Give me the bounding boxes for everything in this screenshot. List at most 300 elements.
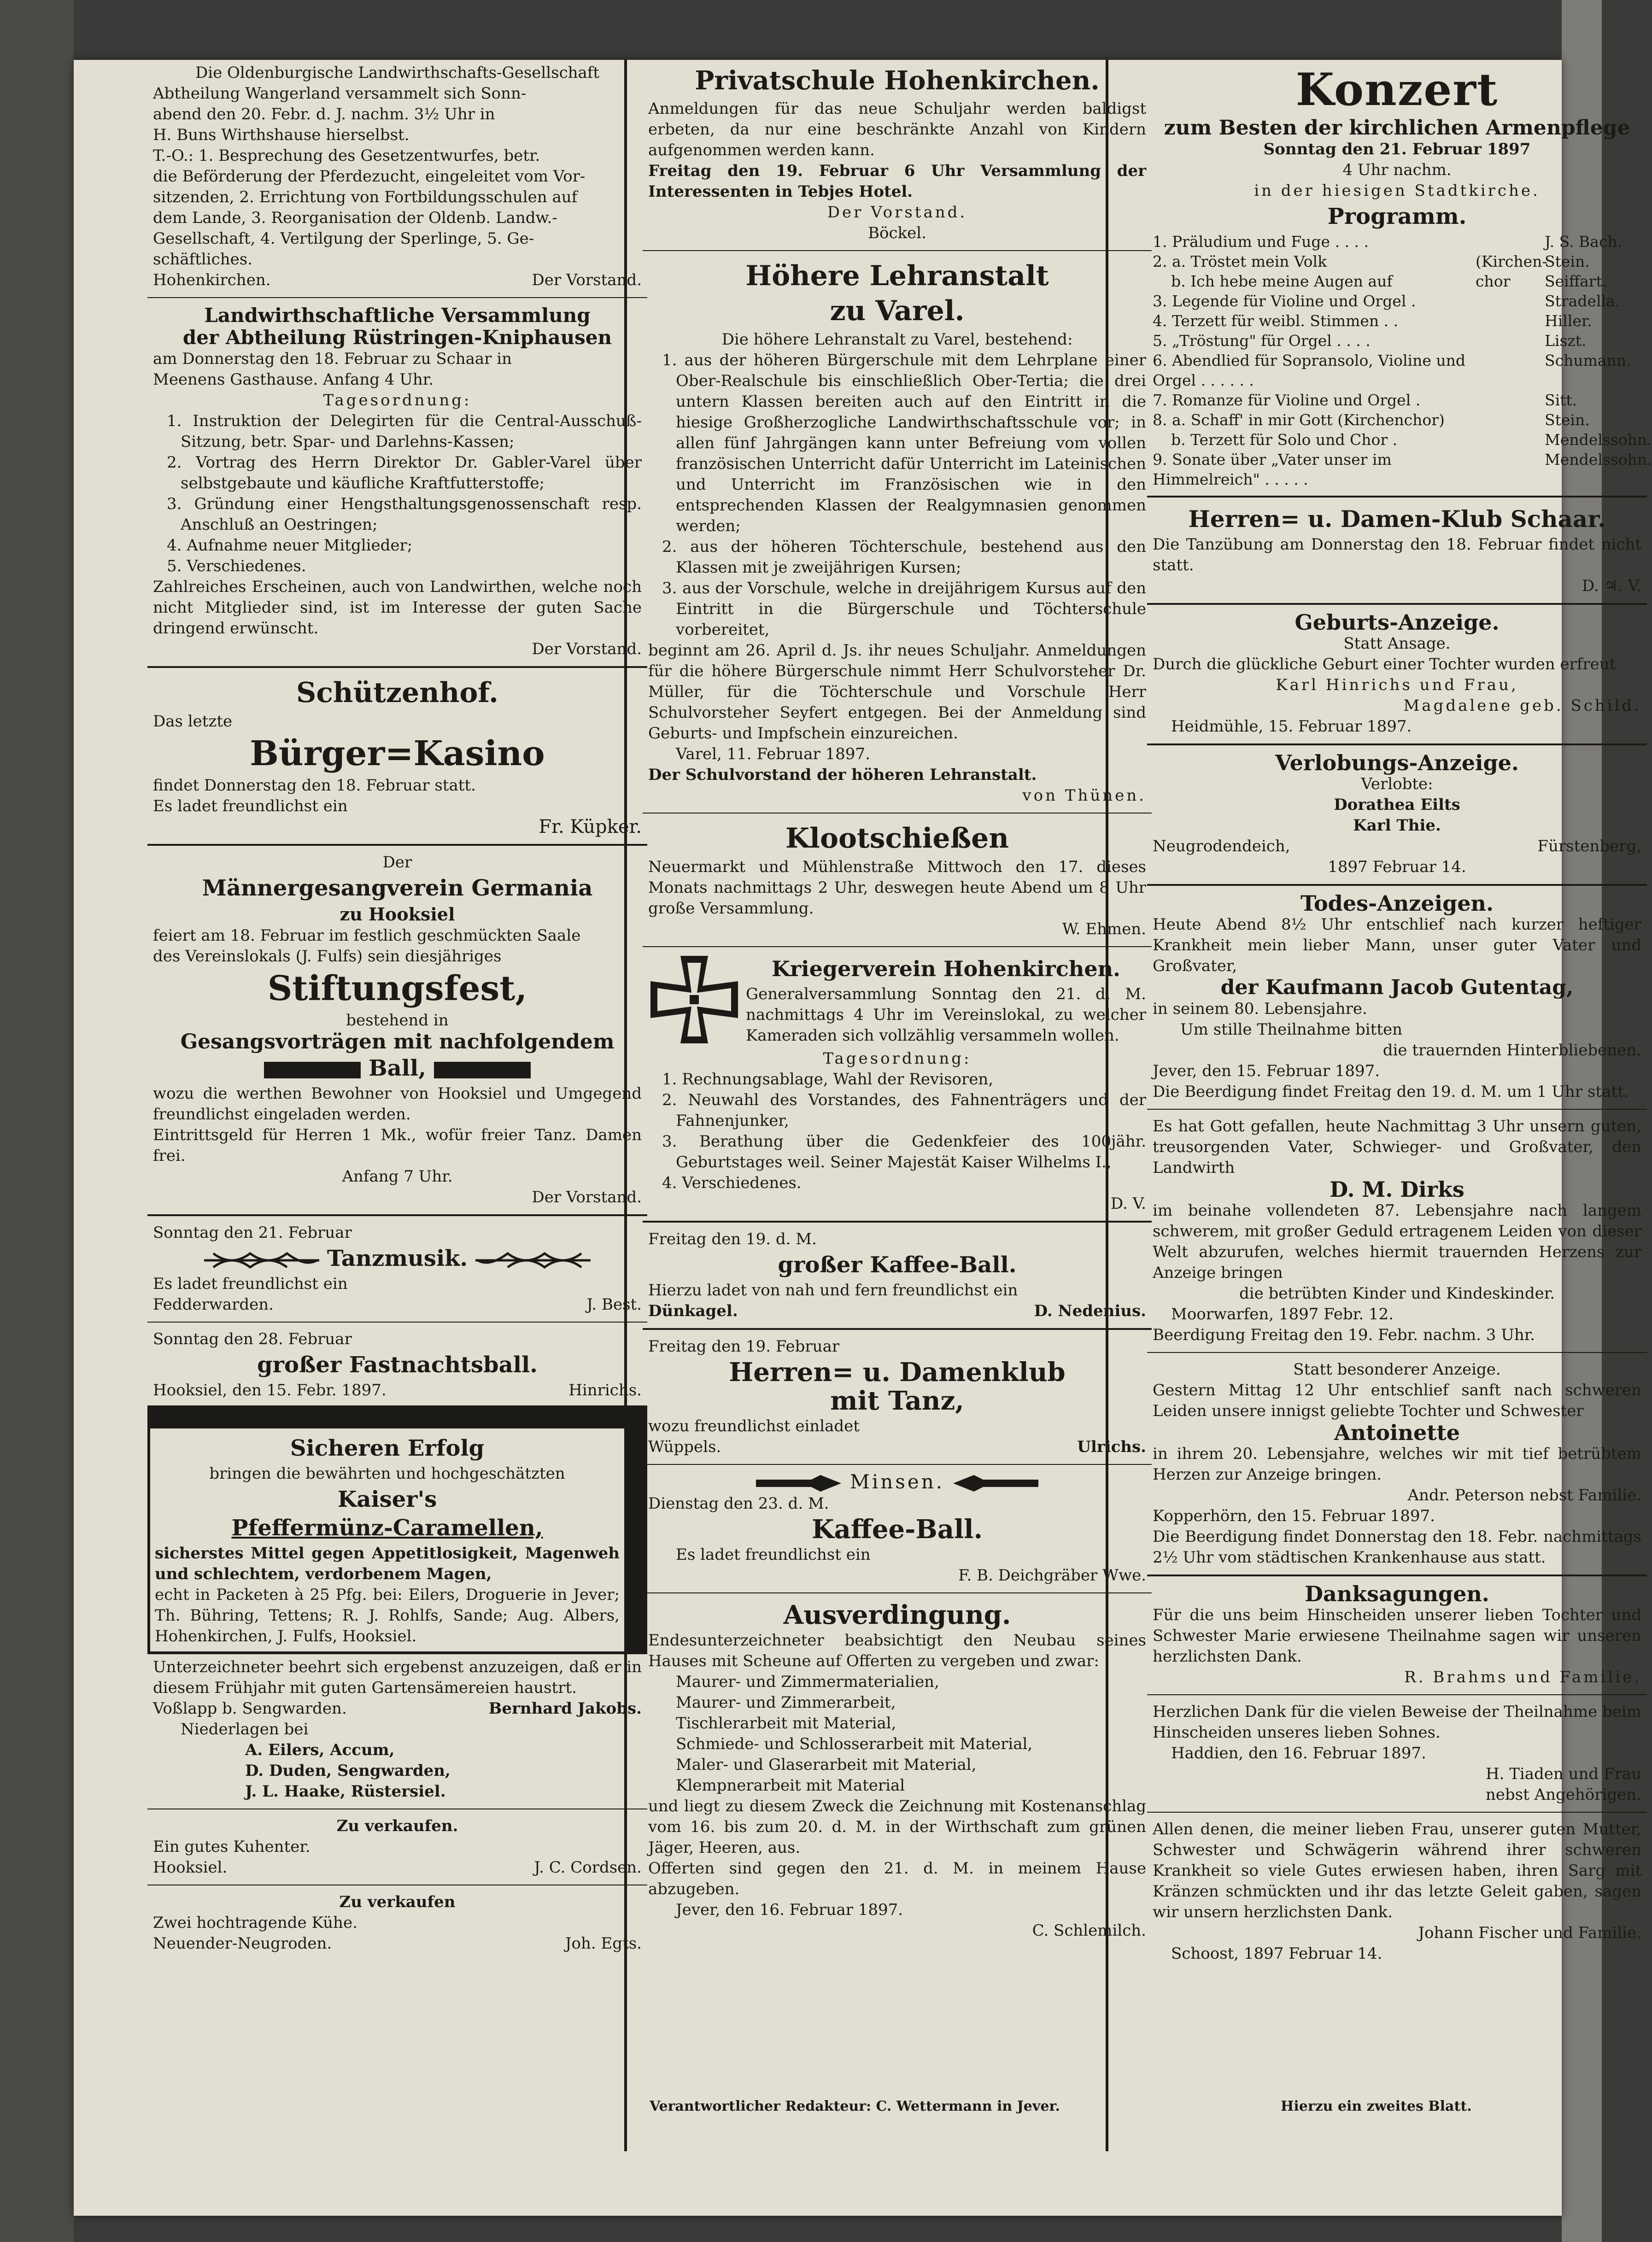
signature: Ulrichs.: [1077, 1438, 1146, 1456]
ad-heading: Kaiser's: [337, 1487, 437, 1512]
place: Varel, 11. Februar 1897.: [676, 745, 870, 763]
program-piece: 4. Terzett für weibl. Stimmen . .: [1153, 312, 1399, 330]
agenda-item: 4. Verschiedenes.: [662, 1174, 802, 1192]
separator: [643, 1464, 1152, 1465]
newspaper-page: [74, 60, 1652, 2216]
ad-todes-anzeige-gutentag: [1147, 890, 1647, 1105]
ad-tanzmusik: [147, 1220, 647, 1318]
place: Neugrodendeich,: [1153, 837, 1290, 855]
program-composer: Seiffart.: [1545, 272, 1607, 290]
text-line: die betrübten Kinder und Kindeskinder.: [1239, 1284, 1555, 1303]
program-item: [1153, 232, 1641, 252]
program-list: [1153, 232, 1652, 489]
text-line: H. Buns Wirthshause hierselbst.: [153, 126, 410, 144]
ad-herren-damenklub-tanz: [643, 1334, 1152, 1460]
ad-kaisers-caramellen: [147, 1405, 647, 1654]
date: 1897 Februar 14.: [1328, 858, 1466, 876]
separator: [147, 844, 647, 846]
program-composer: Hiller.: [1545, 312, 1592, 330]
ad-heading: Zu verkaufen: [339, 1893, 456, 1911]
signature: Böckel.: [868, 224, 926, 242]
program-piece: 8. a. Schaff' in mir Gott (Kirchenchor): [1153, 411, 1445, 429]
program-note: chor: [1476, 272, 1511, 290]
program-item: [1153, 450, 1652, 489]
ad-heading: großer Kaffee-Ball.: [778, 1252, 1017, 1278]
program-note: [1476, 291, 1545, 311]
text-line: in der hiesigen Stadtkirche.: [1254, 181, 1540, 200]
text-line: Freitag den 19. Februar: [648, 1337, 840, 1356]
text-line: T.-O.: 1. Besprechung des Gesetzentwurfes, betr.: [153, 146, 540, 165]
ad-subheading: Gesangsvorträgen mit nachfolgendem: [180, 1030, 615, 1054]
ad-kriegerverein: [643, 951, 1152, 1217]
scan-background-left: [0, 0, 74, 2242]
program-item: [1153, 311, 1641, 331]
text-paragraph: Die Beerdigung findet Freitag den 19. d. M. um 1 Uhr statt.: [1153, 1083, 1629, 1101]
ad-heading: Tanzmusik.: [327, 1246, 468, 1271]
program-composer: Stein.: [1545, 411, 1590, 429]
list-item: Maler- und Glaserarbeit mit Material,: [676, 1756, 977, 1774]
signature: C. Schlemilch.: [1032, 1921, 1146, 1940]
text-paragraph: Freitag den 19. Februar 6 Uhr Versammlung der Interessenten in Tebjes Hotel.: [648, 162, 1146, 201]
ad-geburts-anzeige: [1147, 609, 1647, 740]
program-piece: 7. Romanze für Violine und Orgel .: [1153, 391, 1421, 409]
program-note: [1476, 390, 1545, 410]
text-line: Es ladet freundlichst ein: [676, 1545, 871, 1564]
ad-landwirthschafts-gesellschaft: [147, 60, 647, 293]
text-line: Die Oldenburgische Landwirthschafts-Gesellschaft: [195, 64, 600, 82]
separator: [1147, 1575, 1647, 1576]
ad-heading: Kaffee-Ball.: [811, 1514, 983, 1545]
signature: R. Brahms und Familie.: [1404, 1668, 1641, 1686]
iron-cross-icon: [648, 954, 740, 1046]
separator: [643, 250, 1152, 251]
signature-row: [153, 1933, 642, 1954]
program-note: [1476, 450, 1545, 489]
column-left: [147, 60, 647, 2147]
ad-heading: Zu verkaufen.: [336, 1817, 458, 1835]
program-composer: Sitt.: [1545, 391, 1577, 409]
text-line: Sonntag den 21. Februar: [153, 1223, 352, 1242]
place: Fedderwarden.: [153, 1295, 274, 1314]
text-paragraph: Durch die glückliche Geburt einer Tochter wurden erfreut: [1153, 655, 1616, 673]
signature: Der Vorstand.: [532, 271, 642, 289]
text-line: Der: [382, 853, 412, 872]
list-item: 1. aus der höheren Bürgerschule mit dem Lehrplane einer Ober-Realschule bis einschließlich Ober-Tertia; die drei untern Klassen bereiten auch auf den Eintritt in die hiesige Großherzogliche Landwirthschaftsschule vor; in allen fünf Jahrgängen kann unter Befreiung vom vollen französischen Unterricht dafür Unterricht im Lateinischen und Unterricht im Französischen wie in den entsprechenden Klassen der Realgymnasien genommen werden;: [662, 351, 1146, 535]
text-paragraph: Für die uns beim Hinscheiden unserer lieben Tochter und Schwester Marie erwiesene Theilnahme sagen wir unseren herzlichsten Dank.: [1153, 1606, 1641, 1666]
ad-germania-stiftungsfest: [147, 849, 647, 1211]
signature: W. Ehmen.: [1062, 920, 1146, 938]
text-paragraph: Eintrittsgeld für Herren 1 Mk., wofür freier Tanz. Damen frei.: [153, 1126, 642, 1165]
list-item: Maurer- und Zimmerarbeit,: [676, 1693, 896, 1712]
signature: D. V.: [1110, 1194, 1146, 1213]
program-piece: b. Terzett für Solo und Chor .: [1171, 431, 1398, 449]
separator: [147, 297, 647, 298]
text-line: Karl Hinrichs und Frau,: [1276, 676, 1518, 694]
text-line: Es ladet freundlichst ein: [153, 797, 348, 815]
program-note: (Kirchen-: [1476, 252, 1547, 270]
decorative-bar: [264, 1062, 361, 1078]
separator: [643, 946, 1152, 947]
ad-heading: Minsen.: [849, 1470, 945, 1493]
agenda-item: 1. Instruktion der Delegirten für die Central-Ausschuß-Sitzung, betr. Spar- und Darlehns-Kassen;: [167, 412, 642, 451]
text-line: die Beförderung der Pferdezucht, eingeleitet vom Vor-: [153, 167, 586, 186]
text-line: die trauernden Hinterbliebenen.: [1383, 1041, 1641, 1060]
separator: [1147, 603, 1647, 605]
text-line: Sonntag den 28. Februar: [153, 1330, 352, 1348]
program-piece: b. Ich hebe meine Augen auf: [1171, 272, 1393, 290]
ad-klootschiessen: [643, 817, 1152, 942]
ad-klub-schaar: [1147, 501, 1647, 599]
ad-heading: Schützenhof.: [296, 677, 498, 709]
program-note: [1476, 232, 1545, 252]
signature: D. Nedenius.: [1034, 1302, 1146, 1320]
program-composer: Liszt.: [1545, 332, 1587, 350]
signature-row: [153, 1857, 642, 1878]
text-line: wozu freundlichst einladet: [648, 1417, 860, 1435]
program-item: [1153, 271, 1641, 291]
place: Moorwarfen, 1897 Febr. 12.: [1171, 1305, 1394, 1323]
separator: [1147, 496, 1647, 498]
ad-heading: Herren= u. Damenklub: [729, 1357, 1066, 1387]
editor-line: Verantwortlicher Redakteur: C. Wettermann in Jever.: [650, 2098, 1060, 2114]
ad-danksagung-fischer: [1147, 1816, 1647, 1967]
separator: [643, 1592, 1152, 1593]
place: Jever, den 16. Februar 1897.: [676, 1901, 903, 1919]
text-paragraph: Anmeldungen für das neue Schuljahr werden baldigst erbeten, da nur eine beschränkte Anzahl von Kindern aufgenommen werden kann.: [648, 100, 1146, 159]
text-paragraph: Die Tanzübung am Donnerstag den 18. Februar findet nicht statt.: [1153, 535, 1641, 574]
signature: Andr. Peterson nebst Familie.: [1407, 1486, 1641, 1504]
signature: D. ♃. V.: [1582, 577, 1641, 595]
text-line: J. L. Haake, Rüstersiel.: [245, 1782, 446, 1801]
agenda-item: 4. Aufnahme neuer Mitglieder;: [167, 536, 413, 555]
text-paragraph: Die Beerdigung findet Donnerstag den 18. Febr. nachmittags 2½ Uhr vom städtischen Krankenhause aus statt.: [1153, 1528, 1641, 1567]
list-item: Schmiede- und Schlosserarbeit mit Material,: [676, 1735, 1033, 1753]
signature: nebst Angehörigen.: [1485, 1785, 1641, 1804]
ad-heading: Todes-Anzeigen.: [1301, 891, 1494, 916]
text-line: Dorathea Eilts: [1334, 796, 1460, 814]
place: Haddien, den 16. Februar 1897.: [1171, 1744, 1426, 1762]
separator: [643, 813, 1152, 814]
ad-danksagung-brahms: [1147, 1580, 1647, 1691]
text-paragraph: Heute Abend 8½ Uhr entschlief nach kurzer heftiger Krankheit mein lieber Mann, unser guter Vater und Großvater,: [1153, 915, 1641, 975]
ornament-icon: [204, 1249, 319, 1272]
program-item: [1153, 410, 1641, 430]
program-composer: Mendelssohn.: [1545, 451, 1652, 468]
text-line: Gesellschaft, 4. Vertilgung der Sperlinge, 5. Ge-: [153, 229, 534, 248]
signature-row: [153, 1380, 642, 1401]
program-composer: J. S. Bach.: [1545, 233, 1623, 251]
program-piece: 3. Legende für Violine und Orgel .: [1153, 292, 1416, 310]
program-piece: 9. Sonate über „Vater unser im Himmelreich" . . . . .: [1153, 451, 1392, 488]
separator: [643, 1221, 1152, 1223]
agenda-item: 1. Rechnungsablage, Wahl der Revisoren,: [662, 1070, 994, 1089]
separator: [1147, 1109, 1647, 1110]
text-paragraph: Endesunterzeichneter beabsichtigt den Neubau seines Hauses mit Scheune auf Offerten zu vergeben und zwar:: [648, 1631, 1146, 1670]
program-title: Programm.: [1327, 204, 1467, 229]
ad-heading: Geburts-Anzeige.: [1295, 610, 1500, 635]
signature-row: [153, 1294, 642, 1315]
text-paragraph: Zahlreiches Erscheinen, auch von Landwirthen, welche noch nicht Mitglieder sind, ist im Interesse der guten Sache dringend erwünscht.: [153, 578, 642, 638]
ad-subheading: zu Hooksiel: [340, 904, 455, 925]
ad-heading: mit Tanz,: [830, 1386, 964, 1416]
place: Heidmühle, 15. Februar 1897.: [1171, 717, 1412, 736]
text-line: des Vereinslokals (J. Fulfs) sein diesjähriges: [153, 947, 502, 966]
place: Voßlapp b. Sengwarden.: [153, 1699, 347, 1718]
ad-heading: Herren= u. Damen-Klub Schaar.: [1188, 505, 1606, 533]
separator: [147, 666, 647, 668]
text-line: Das letzte: [153, 712, 233, 731]
text-paragraph: Allen denen, die meiner lieben Frau, unserer guten Mutter, Schwester und Schwägerin während ihrer schweren Krankheit so viele Gutes erwiesen haben, ihren Sarg mit Kränzen schmückten und ihr das letzte Geleit gaben, sagen wir unsern herzlichsten Dank.: [1153, 1820, 1641, 1921]
ad-fastnachtsball: [147, 1326, 647, 1404]
ad-subheading: zum Besten der kirchlichen Armenpflege: [1164, 116, 1630, 140]
signature: Fr. Küpker.: [539, 816, 642, 837]
text-paragraph: Neuermarkt und Mühlenstraße Mittwoch den 17. dieses Monats nachmittags 2 Uhr, deswegen heute Abend um 8 Uhr große Versammlung.: [648, 858, 1146, 918]
program-note: [1476, 351, 1545, 390]
agenda-item: 2. Neuwahl des Vorstandes, des Fahnenträgers und der Fahnenjunker,: [662, 1091, 1146, 1130]
text-line: feiert am 18. Februar im festlich geschmückten Saale: [153, 926, 581, 945]
separator: [1147, 884, 1647, 886]
ad-todes-anzeige-antoinette: [1147, 1357, 1647, 1571]
text-paragraph: Offerten sind gegen den 21. d. M. in meinem Hause abzugeben.: [648, 1859, 1146, 1898]
text-line: Sonntag den 21. Februar 1897: [1263, 140, 1531, 158]
text-line: Karl Thie.: [1353, 816, 1441, 835]
agenda-item: 2. Vortrag des Herrn Direktor Dr. Gabler-Varel über selbstgebaute und käufliche Kraftfutterstoffe;: [167, 453, 642, 492]
ad-zu-verkaufen-2: [147, 1889, 647, 1957]
column-middle: [643, 60, 1152, 2147]
text-paragraph: im beinahe vollendeten 87. Lebensjahre nach langem schwerem, mit großer Geduld ertragenem Leiden von dieser Welt abzurufen, welches hiermit trauernden Herzens zur Anzeige bringen: [1153, 1201, 1641, 1282]
signature: Hinrichs.: [568, 1381, 642, 1399]
program-composer: Stein.: [1545, 252, 1590, 270]
program-composer: Stradella.: [1545, 292, 1620, 310]
ball-title: Ball,: [369, 1055, 426, 1081]
ad-privatschule: [643, 60, 1152, 246]
heading-row: [648, 1471, 1146, 1493]
text-paragraph: beginnt am 26. April d. Js. ihr neues Schuljahr. Anmeldungen für die höhere Bürgerschule nimmt Herr Schulvorsteher Dr. Müller, für die Töchterschule und Vorschule Herr Schulvorsteher Seyfert entgegen. Bei der Anmeldung sind Geburts- und Impfschein einzureichen.: [648, 641, 1146, 743]
places-row: [1153, 836, 1641, 857]
ad-heading: Kriegerverein Hohenkirchen.: [771, 956, 1121, 981]
signature-row: [153, 270, 642, 291]
place: Hooksiel, den 15. Febr. 1897.: [153, 1381, 387, 1399]
program-note: [1476, 430, 1545, 450]
program-piece: 5. „Tröstung" für Orgel . . . .: [1153, 332, 1371, 350]
text-line: A. Eilers, Accum,: [245, 1741, 395, 1759]
text-paragraph: sicherstes Mittel gegen Appetitlosigkeit, Magenweh und schlechtem, verdorbenem Magen,: [155, 1544, 620, 1583]
agenda-item: 3. Berathung über die Gedenkfeier des 100jähr. Geburtstages weil. Seiner Majestät Kaiser Wilhelms I.,: [662, 1132, 1146, 1171]
place: Neuender-Neugroden.: [153, 1934, 332, 1953]
separator: [1147, 1694, 1647, 1695]
signature-row: [648, 1437, 1146, 1458]
pointing-hand-icon: [951, 1473, 1043, 1493]
program-composer: Schumann.: [1545, 351, 1631, 369]
text-line: findet Donnerstag den 18. Februar statt.: [153, 776, 476, 795]
text-paragraph: Gestern Mittag 12 Uhr entschlief sanft nach schweren Leiden unsere innigst geliebte Tochter und Schwester: [1153, 1381, 1641, 1420]
text-paragraph: Unterzeichneter beehrt sich ergebenst anzuzeigen, daß er in diesem Frühjahr mit guten Gartensämereien haustrt.: [153, 1658, 642, 1697]
signature: Bernhard Jakobs.: [488, 1699, 642, 1718]
program-composer: Mendelssohn.: [1545, 431, 1652, 449]
agenda-label: Tagesordnung:: [823, 1049, 972, 1068]
place: Schoost, 1897 Februar 14.: [1171, 1944, 1383, 1963]
agenda-item: 3. Gründung einer Hengsthaltungsgenossenschaft resp. Anschluß an Oestringen;: [167, 495, 642, 534]
text-line: bestehend in: [346, 1011, 449, 1030]
text-line: Statt Ansage.: [1343, 634, 1451, 653]
text-paragraph: Generalversammlung Sonntag den 21. d. M. nachmittags 4 Uhr im Vereinslokal, zu welcher Kameraden sich vollzählig versammeln wollen.: [746, 985, 1146, 1045]
text-line: Anfang 7 Uhr.: [342, 1167, 453, 1186]
ad-hoehere-lehranstalt: [643, 255, 1152, 809]
ad-heading: Höhere Lehranstalt: [745, 260, 1049, 292]
text-line: 4 Uhr nachm.: [1342, 161, 1452, 179]
program-item: [1153, 390, 1641, 410]
ad-heading: großer Fastnachtsball.: [257, 1352, 538, 1378]
ad-heading: Klootschießen: [785, 822, 1009, 855]
ad-heading: der Abtheilung Rüstringen-Kniphausen: [182, 326, 612, 349]
signature: Der Vorstand.: [532, 640, 642, 658]
ad-heading: Verlobungs-Anzeige.: [1275, 750, 1519, 775]
text-line: Beerdigung Freitag den 19. Febr. nachm. 3 Uhr.: [1153, 1326, 1535, 1344]
ad-heading: Ausverdingung.: [783, 1600, 1011, 1630]
text-line: Um stille Theilnahme bitten: [1180, 1020, 1403, 1039]
signature: Der Vorstand.: [827, 203, 967, 222]
ad-danksagung-tiaden: [1147, 1699, 1647, 1808]
ball-heading: [153, 1055, 642, 1082]
place: Kopperhörn, den 15. Februar 1897.: [1153, 1507, 1435, 1525]
separator: [147, 1214, 647, 1216]
text-paragraph: und liegt zu diesem Zweck die Zeichnung mit Kostenanschlag vom 16. bis zum 20. d. M. in der Wirthschaft zum grünen Jäger, Heeren, aus.: [648, 1797, 1146, 1857]
list-item: Klempnerarbeit mit Material: [676, 1776, 905, 1795]
ad-konzert: [1147, 60, 1652, 492]
ad-heading: Landwirthschaftliche Versammlung: [204, 304, 591, 327]
ad-heading: Pfeffermünz-Caramellen,: [231, 1515, 543, 1541]
list-item: Tischlerarbeit mit Material,: [676, 1714, 896, 1733]
text-line: Statt besonderer Anzeige.: [1293, 1360, 1501, 1379]
separator: [643, 1328, 1152, 1330]
text-line: abend den 20. Febr. d. J. nachm. 3½ Uhr in: [153, 105, 495, 123]
ad-gartensaemereien: [147, 1654, 647, 1805]
program-item: [1153, 291, 1641, 311]
text-line: in seinem 80. Lebensjahre.: [1153, 1000, 1367, 1018]
text-paragraph: wozu die werthen Bewohner von Hooksiel und Umgegend freundlichst eingeladen werden.: [153, 1084, 642, 1124]
ad-schuetzenhof: [147, 672, 647, 840]
ad-ausverdingung: [643, 1597, 1152, 1944]
ad-heading-row: [153, 1245, 642, 1272]
text-line: am Donnerstag den 18. Februar zu Schaar in: [153, 350, 512, 368]
text-paragraph: echt in Packeten à 25 Pfg. bei: Eilers, Droguerie in Jever; Th. Bühring, Tettens; R. J. Rohlfs, Sande; Aug. Albers, Hohenkirchen, J. Fulfs, Hooksiel.: [155, 1586, 620, 1645]
text-line: Dienstag den 23. d. M.: [648, 1494, 829, 1513]
program-piece: 6. Abendlied für Sopransolo, Violine und Orgel . . . . . .: [1153, 351, 1466, 389]
text-line: Verlobte:: [1361, 775, 1433, 793]
text-line: Hierzu ladet von nah und fern freundlichst ein: [648, 1281, 1018, 1300]
signature: von Thünen.: [1022, 786, 1146, 805]
text-line: Die höhere Lehranstalt zu Varel, bestehend:: [721, 330, 1073, 349]
program-note: [1476, 331, 1545, 351]
text-line: Es ladet freundlichst ein: [153, 1275, 348, 1293]
program-note: [1476, 410, 1545, 430]
signature: Joh. Egts.: [565, 1934, 642, 1953]
list-item: 2. aus der höheren Töchterschule, bestehend aus den Klassen mit je zweijährigen Kursen;: [662, 538, 1146, 577]
program-piece: 1. Präludium und Fuge . . . .: [1153, 233, 1369, 251]
ad-kaffee-ball-duenkagel: [643, 1226, 1152, 1324]
signature: Der Schulvorstand der höheren Lehranstalt.: [648, 766, 1037, 784]
agenda-item: 5. Verschiedenes.: [167, 557, 306, 575]
signature-row: [153, 1698, 642, 1719]
ornament-icon: [475, 1249, 591, 1272]
ad-heading: Männergesangverein Germania: [202, 875, 593, 901]
ad-heading: zu Varel.: [830, 295, 965, 327]
place: Jever, den 15. Februar 1897.: [1153, 1062, 1380, 1080]
separator: [147, 1322, 647, 1323]
place: Hooksiel.: [153, 1858, 228, 1877]
signature: J. C. Cordsen.: [534, 1858, 642, 1877]
text-paragraph: Es hat Gott gefallen, heute Nachmittag 3 Uhr unsern guten, treusorgenden Vater, Schwieger- und Großvater, den Landwirth: [1153, 1117, 1641, 1177]
program-item: [1153, 430, 1652, 450]
text-line: Zwei hochtragende Kühe.: [153, 1914, 357, 1932]
text-line: Ein gutes Kuhenter.: [153, 1838, 310, 1856]
place: Wüppels.: [648, 1438, 721, 1456]
text-line: Niederlagen bei: [181, 1720, 309, 1739]
separator: [1147, 1352, 1647, 1353]
ad-landwirthschaftliche-versammlung: [147, 302, 647, 662]
list-item: Maurer- und Zimmermaterialien,: [676, 1673, 939, 1691]
supplement-note: Hierzu ein zweites Blatt.: [1281, 2098, 1472, 2114]
agenda-label: Tagesordnung:: [323, 391, 472, 410]
pointing-hand-icon: [751, 1473, 844, 1493]
ad-todes-anzeige-dirks: [1147, 1113, 1647, 1348]
ad-heading: Bürger=Kasino: [250, 734, 545, 773]
text-line: Magdalene geb. Schild.: [1403, 697, 1641, 715]
text-line: sitzenden, 2. Errichtung von Fortbildungsschulen auf: [153, 188, 578, 206]
ad-heading: Privatschule Hohenkirchen.: [695, 65, 1100, 96]
signature: H. Tiaden und Frau: [1485, 1765, 1641, 1783]
place: Fürstenberg,: [1537, 837, 1641, 855]
program-item: [1153, 331, 1641, 351]
ad-zu-verkaufen-1: [147, 1813, 647, 1881]
signature: J. Best.: [586, 1295, 642, 1314]
separator: [1147, 1812, 1647, 1813]
ad-heading: Sicheren Erfolg: [290, 1435, 485, 1461]
text-line: Meenens Gasthause. Anfang 4 Uhr.: [153, 370, 434, 389]
list-item: 3. aus der Vorschule, welche in dreijährigem Kursus auf den Eintritt in die Bürgerschule und Töchterschule vorbereitet,: [662, 579, 1146, 639]
text-paragraph: in ihrem 20. Lebensjahre, welches wir mit tief betrübtem Herzen zur Anzeige bringen.: [1153, 1445, 1641, 1484]
text-line: dem Lande, 3. Reorganisation der Oldenb. Landw.-: [153, 209, 557, 227]
program-item: [1153, 351, 1641, 390]
text-paragraph: Herzlichen Dank für die vielen Beweise der Theilnahme beim Hinscheiden unseres lieben Sohnes.: [1153, 1703, 1641, 1742]
program-note: [1476, 311, 1545, 331]
column-right: [1147, 60, 1652, 2147]
program-piece: 2. a. Tröstet mein Volk: [1153, 252, 1327, 270]
text-line: D. Duden, Sengwarden,: [245, 1762, 451, 1780]
ad-heading: Konzert: [1295, 64, 1499, 116]
text-line: schäftliches.: [153, 250, 252, 269]
separator: [1147, 743, 1647, 745]
place: Hohenkirchen.: [153, 271, 271, 289]
signature-row: [648, 1301, 1146, 1322]
signature: Der Vorstand.: [532, 1188, 642, 1206]
decorative-bar: [434, 1062, 531, 1078]
place: Dünkagel.: [648, 1302, 738, 1320]
program-item: [1153, 252, 1641, 271]
signature: F. B. Deichgräber Wwe.: [958, 1566, 1146, 1585]
text-line: Freitag den 19. d. M.: [648, 1230, 817, 1248]
name-heading: D. M. Dirks: [1330, 1177, 1465, 1202]
text-line: bringen die bewährten und hochgeschätzten: [209, 1464, 565, 1483]
ad-heading: Stiftungsfest,: [267, 969, 527, 1008]
ad-verlobungs-anzeige: [1147, 749, 1647, 880]
name-heading: der Kaufmann Jacob Gutentag,: [1220, 976, 1574, 999]
name-heading: Antoinette: [1334, 1420, 1460, 1445]
signature: Johann Fischer und Familie.: [1418, 1924, 1641, 1942]
text-line: Abtheilung Wangerland versammelt sich Sonn-: [153, 84, 527, 103]
ad-heading: Danksagungen.: [1305, 1581, 1489, 1606]
ad-minsen-kaffee-ball: [643, 1469, 1152, 1589]
